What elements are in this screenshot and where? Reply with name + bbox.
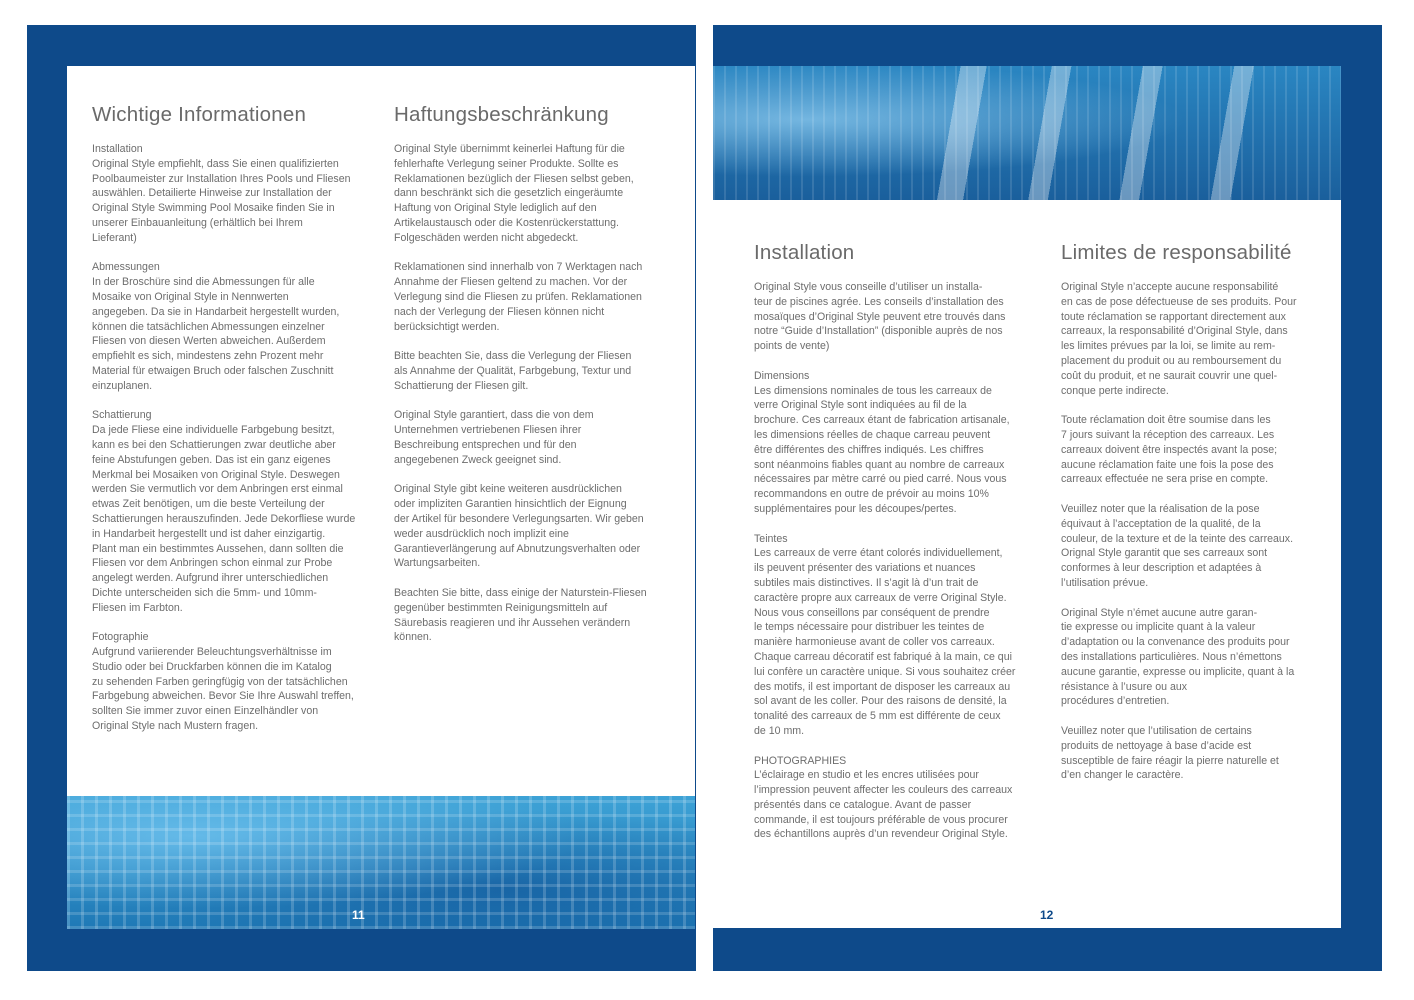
installation-fr-section: [754, 240, 1036, 857]
important-info-section: [92, 102, 372, 749]
important-info-dimensions: Abmessungen In der Broschüre sind die Abmessungen für alle Mosaike von Original Style in Nennwerten angegeben. Da sie in Handarbeit hergestellt wurden, können die tatsächlichen Abmessungen einzelner Fliesen von diesen Werten abweichen. Außerdem empfiehlt es sich, mindestens zehn Prozent mehr Material für etwaigen Bruch oder falschen Zuschnitt einzuplanen.: [92, 261, 340, 392]
page-number-right: 12: [1040, 908, 1054, 922]
important-info-installation: Installation Original Style empfiehlt, dass Sie einen qualifizierten Poolbaumeister zur Installation Ihres Pools und Fliesen auswählen. Detailierte Hinweise zur Installation der Original Style Swimming Pool Mosaike finden Sie in unserer Einbauanleitung (erhältlich bei Ihrem Lieferant): [92, 143, 351, 244]
liability-fr-paragraph: Veuillez noter que la réalisation de la pose équivaut à l’acceptation de la qualité, de la couleur, de la texture et de la teinte des carreaux. Orignal Style garantit que ses carreaux sont conformes à leur description et adaptées à l’utilisation prévue.: [1061, 502, 1294, 589]
pool-steps-photo: [713, 66, 1341, 200]
installation-fr-dimensions: Dimensions Les dimensions nominales de tous les carreaux de verre Original Style sont indiquées au fil de la brochure. Ces carreaux étant de fabrication artisanale, les dimensions réelles de chaque carreau peuvent être différentes des chiffres indiqués. Les chiffres sont néanmoins fiables quant au nombre de carreaux nécessaires par mètre carré ou pied carré. Nous vous recommandons en outre de prévoir au moins 10% supplémentaires pour les découpes/pertes.: [754, 369, 1010, 515]
liability-fr-paragraph: Toute réclamation doit être soumise dans les 7 jours suivant la réception des carreaux. Les carreaux doivent être inspectés avant la pose; aucune réclamation faite une fois la pose des carreaux effectuée ne sera prise en compte.: [1061, 414, 1278, 486]
liability-fr-section: [1061, 240, 1321, 798]
installation-fr-title: Installation: [754, 241, 855, 264]
installation-fr-photographs: PHOTOGRAPHIES L’éclairage en studio et les encres utilisées pour l’impression peuvent affecter les couleurs des carreaux présentés dans ce catalogue. Avant de passer commande, il est toujours préférable de vous procurer des échantillons auprès d’un revendeur Original Style.: [754, 754, 1013, 841]
pool-mosaic-photo: [67, 796, 695, 929]
liability-fr-paragraph: Original Style n’émet aucune autre garan- tie expresse ou implicite quant à la valeur d’adaptation ou la convenance des produits pour des installations particulières. Nous n’émettons aucune garantie, expresse ou implicite, quant à la résistance à l’usure ou aux procédures d’entretien.: [1061, 606, 1295, 708]
installation-fr-intro: Original Style vous conseille d’utiliser un installa- teur de piscines agrée. Les conseils d’installation des mosaïques d’Original Style peuvent etre trouvés dans notre “Guide d’Installation” (disponible auprès de nos points de vente): [754, 281, 1006, 353]
liability-fr-title: Limites de responsabilité: [1061, 241, 1292, 264]
liability-de-paragraph: Original Style gibt keine weiteren ausdrücklichen oder impliziten Garantien hinsichtlich der Eignung der Artikel für besondere Verlegungsarten. Wir geben weder ausdrücklich noch implizit eine Garantieverlängerung auf Abnutzungsverhalten oder Wartungsarbeiten.: [394, 483, 644, 570]
liability-fr-paragraph: Veuillez noter que l’utilisation de certains produits de nettoyage à base d’acide est susceptible de faire réagir la pierre naturelle et d’en changer le caractère.: [1061, 724, 1279, 782]
liability-de-paragraph: Original Style übernimmt keinerlei Haftung für die fehlerhafte Verlegung seiner Produkte. Sollte es Reklamationen bezüglich der Fliesen selbst geben, dann beschränkt sich die gesetzlich eingeräumte Haftung von Original Style lediglich auf den Artikelaustausch oder die Kostenrückerstattung. Folgeschäden werden nicht abgedeckt.: [394, 143, 634, 244]
installation-fr-shades: Teintes Les carreaux de verre étant colorés individuellement, ils peuvent présenter des variations et nuances subtiles mais distinctives. Il s’agit là d’un trait de caractère propre aux carreaux de verre Original Style. Nous vous conseillons par conséquent de prendre le temps nécessaire pour distribuer les teintes de manière harmonieuse avant de coller vos carreaux. Chaque carreau décoratif est fabriqué à la main, ce qui lui confère un caractère unique. Si vous souhaitez créer des motifs, il est important de disposer les carreaux au sol avant de les coller. Pour des raisons de densité, la tonalité des carreaux de 5 mm est différente de ceux de 10 mm.: [754, 532, 1016, 737]
liability-de-paragraph: Beachten Sie bitte, dass einige der Naturstein-Fliesen gegenüber bestimmten Reinigungsmitteln auf Säurebasis reagieren und ihr Aussehen verändern können.: [394, 586, 647, 644]
liability-de-paragraph: Bitte beachten Sie, dass die Verlegung der Fliesen als Annahme der Qualität, Farbgebung, Textur und Schattierung der Fliesen gilt.: [394, 350, 632, 392]
important-info-shading: Schattierung Da jede Fliese eine individuelle Farbgebung besitzt, kann es bei den Schattierungen zwar deutliche aber feine Abstufungen geben. Das ist ein ganz eigenes Merkmal bei Mosaiken von Original Style. Deswegen werden Sie vermutlich vor dem Anbringen erst einmal etwas Zeit benötigen, um die beste Verteilung der Schattierungen herauszufinden. Jede Dekorfliese wurde in Handarbeit hergestellt und ist daher einzigartig. Plant man ein bestimmtes Aussehen, dann sollten die Fliesen vor dem Anbringen schon einmal zur Probe angelegt werden. Aufgrund ihrer unterschiedlichen Dichte unterscheiden sich die 5mm- und 10mm- Fliesen im Farbton.: [92, 409, 356, 614]
important-info-photography: Fotographie Aufgrund variierender Beleuchtungsverhältnisse im Studio oder bei Druckfarben können die im Katalog zu sehenden Farben geringfügig von der tatsächlichen Farbgebung abweichen. Bevor Sie Ihre Auswahl treffen, sollten Sie immer zuvor einen Einzelhändler von Original Style nach Mustern fragen.: [92, 631, 354, 733]
liability-de-paragraph: Reklamationen sind innerhalb von 7 Werktagen nach Annahme der Fliesen geltend zu machen. Vor der Verlegung sind die Fliesen zu prüfen. Reklamationen nach der Verlegung der Fliesen können nicht berücksichtigt werden.: [394, 261, 643, 333]
liability-de-paragraph: Original Style garantiert, dass die von dem Unternehmen vertriebenen Fliesen ihrer Beschreibung entsprechen und für den angegebenen Zweck geeignet sind.: [394, 409, 594, 466]
liability-de-section: [394, 102, 674, 660]
page-number-left: 11: [352, 908, 365, 922]
important-info-title: Wichtige Informationen: [92, 103, 307, 126]
liability-de-title: Haftungsbeschränkung: [394, 103, 609, 126]
liability-fr-paragraph: Original Style n’accepte aucune responsabilité en cas de pose défectueuse de ses produits. Pour toute réclamation se rapportant directement aux carreaux, la responsabilité d’Original Style, dans les limites prévues par la loi, se limite au rem- placement du produit ou au remboursement du coût du produit, et ne saurait couvrir une quel- conque perte indirecte.: [1061, 281, 1297, 397]
